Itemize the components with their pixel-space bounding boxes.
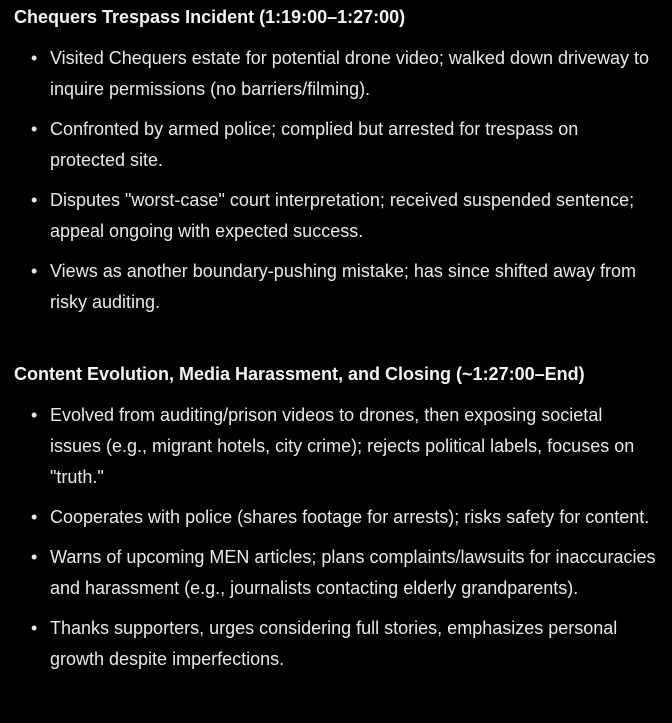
list-item xyxy=(14,400,656,493)
list-item xyxy=(14,542,656,604)
list-item xyxy=(14,185,656,247)
bullet-dot-icon: • xyxy=(31,405,38,425)
bullet-dot-icon: • xyxy=(31,190,38,210)
section-heading-chequers: Chequers Trespass Incident (1:19:00–1:27:00) xyxy=(14,7,406,27)
list-item xyxy=(14,613,656,675)
bullet-dot-icon: • xyxy=(31,119,38,139)
list-item-text: Thanks supporters, urges considering full stories, emphasizes personal growth despite imperfections. xyxy=(50,618,618,669)
list-item-text: Visited Chequers estate for potential drone video; walked down driveway to inquire permissions (no barriers/filming). xyxy=(50,48,650,99)
list-item-text: Confronted by armed police; complied but arrested for trespass on protected site. xyxy=(50,119,579,170)
bullet-dot-icon: • xyxy=(31,618,38,638)
list-item xyxy=(14,114,656,176)
bullet-list-content-evolution xyxy=(14,400,656,675)
section-heading-content-evolution: Content Evolution, Media Harassment, and Closing (~1:27:00–End) xyxy=(14,364,585,384)
list-item-text: Evolved from auditing/prison videos to drones, then exposing societal issues (e.g., migrant hotels, city crime); rejects political labels, focuses on "truth." xyxy=(50,405,635,487)
list-item xyxy=(14,256,656,318)
bullet-dot-icon: • xyxy=(31,261,38,281)
list-item xyxy=(14,43,656,105)
bullet-dot-icon: • xyxy=(31,547,38,567)
list-item xyxy=(14,502,656,533)
list-item-text: Warns of upcoming MEN articles; plans complaints/lawsuits for inaccuracies and harassment (e.g., journalists contacting elderly grandparents). xyxy=(50,547,656,598)
list-item-text: Views as another boundary-pushing mistake; has since shifted away from risky auditing. xyxy=(50,261,636,312)
bullet-dot-icon: • xyxy=(31,507,38,527)
bullet-dot-icon: • xyxy=(31,48,38,68)
list-item-text: Disputes "worst-case" court interpretation; received suspended sentence; appeal ongoing with expected success. xyxy=(50,190,635,241)
list-item-text: Cooperates with police (shares footage for arrests); risks safety for content. xyxy=(50,507,650,527)
bullet-list-chequers xyxy=(14,43,656,318)
